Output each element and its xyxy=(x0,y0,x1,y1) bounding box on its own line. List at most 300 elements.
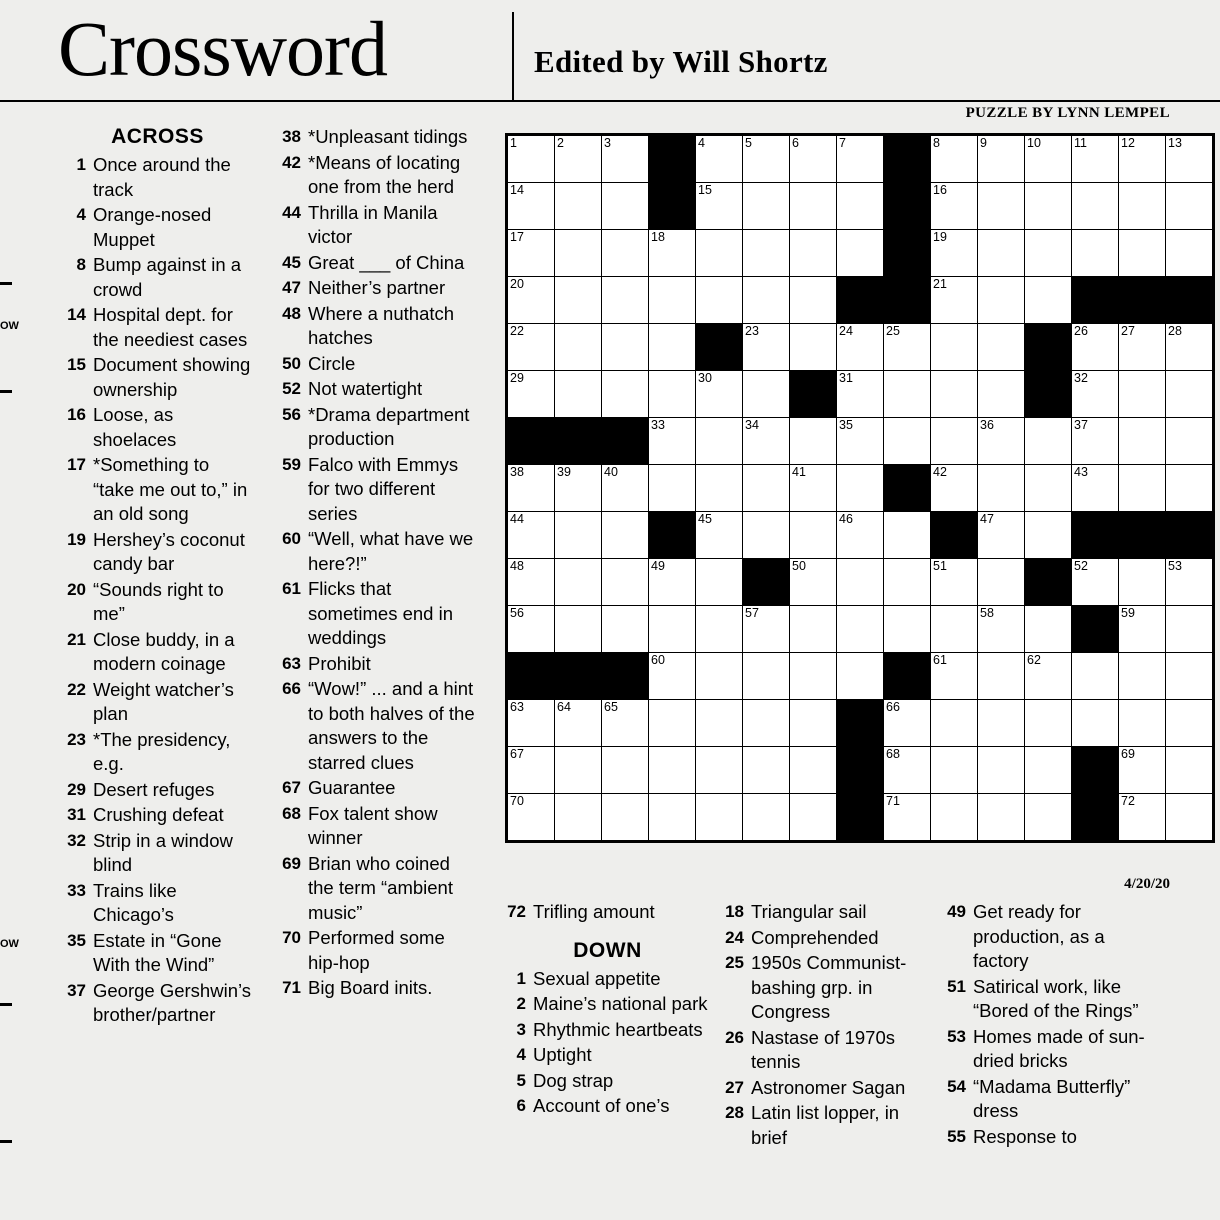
grid-cell[interactable] xyxy=(1119,465,1166,512)
grid-cell[interactable] xyxy=(649,747,696,794)
grid-cell[interactable] xyxy=(790,653,837,700)
clue-item[interactable] xyxy=(275,677,480,775)
clue-item[interactable] xyxy=(60,778,255,803)
grid-cell[interactable] xyxy=(1025,512,1072,559)
grid-cell[interactable] xyxy=(1072,418,1119,465)
clue-item[interactable] xyxy=(275,352,480,377)
grid-cell[interactable] xyxy=(508,794,555,841)
grid-cell[interactable] xyxy=(555,371,602,418)
grid-cell[interactable] xyxy=(743,794,790,841)
grid-cell[interactable] xyxy=(837,230,884,277)
grid-cell[interactable] xyxy=(696,512,743,559)
grid-cell[interactable] xyxy=(1166,794,1213,841)
grid-cell-number: 29 xyxy=(510,371,524,385)
grid-cell[interactable] xyxy=(837,465,884,512)
grid-cell[interactable] xyxy=(1025,418,1072,465)
grid-cell[interactable] xyxy=(508,512,555,559)
grid-cell[interactable] xyxy=(837,606,884,653)
grid-cell[interactable] xyxy=(884,747,931,794)
clue-item[interactable] xyxy=(275,577,480,651)
clue-text: Falco with Emmys for two different series xyxy=(308,453,459,524)
grid-cell[interactable] xyxy=(931,653,978,700)
clue-item[interactable] xyxy=(940,975,1155,1024)
clue-item[interactable] xyxy=(275,276,480,301)
grid-cell[interactable] xyxy=(790,230,837,277)
clue-item[interactable] xyxy=(940,900,1155,974)
grid-cell[interactable] xyxy=(978,324,1025,371)
grid-cell[interactable] xyxy=(978,277,1025,324)
clue-text: Neither’s partner xyxy=(308,277,446,298)
clue-number: 63 xyxy=(282,653,301,673)
grid-cell[interactable] xyxy=(931,465,978,512)
grid-cell[interactable] xyxy=(649,559,696,606)
grid-cell[interactable] xyxy=(555,700,602,747)
grid-cell[interactable] xyxy=(555,747,602,794)
margin-mark-top xyxy=(0,282,12,285)
grid-cell[interactable] xyxy=(743,606,790,653)
grid-cell[interactable] xyxy=(602,230,649,277)
clue-number: 53 xyxy=(947,1026,966,1046)
grid-cell[interactable] xyxy=(555,465,602,512)
grid-cell[interactable] xyxy=(555,606,602,653)
grid-cell[interactable] xyxy=(743,324,790,371)
grid-cell[interactable] xyxy=(884,512,931,559)
clue-text: Astronomer Sagan xyxy=(751,1076,906,1098)
grid-cell[interactable] xyxy=(884,794,931,841)
clue-text: *Unpleasant tidings xyxy=(308,126,468,147)
grid-cell[interactable] xyxy=(1072,559,1119,606)
grid-cell[interactable] xyxy=(884,606,931,653)
grid-cell[interactable] xyxy=(931,183,978,230)
grid-cell[interactable] xyxy=(1119,700,1166,747)
grid-cell[interactable] xyxy=(696,418,743,465)
grid-cell-number: 30 xyxy=(698,371,712,385)
clue-item[interactable] xyxy=(275,251,480,276)
grid-cell[interactable] xyxy=(696,747,743,794)
grid-cell[interactable] xyxy=(978,512,1025,559)
clue-item[interactable] xyxy=(60,353,255,402)
grid-cell[interactable] xyxy=(1166,418,1213,465)
grid-cell[interactable] xyxy=(743,183,790,230)
clue-number: 8 xyxy=(76,255,86,274)
clue-number: 19 xyxy=(67,529,86,549)
clue-text: Weight watcher’s plan xyxy=(93,678,234,724)
grid-cell[interactable] xyxy=(743,277,790,324)
grid-cell[interactable] xyxy=(602,324,649,371)
clue-item[interactable] xyxy=(275,652,480,677)
grid-cell[interactable] xyxy=(555,559,602,606)
grid-cell[interactable] xyxy=(602,747,649,794)
grid-cell-number: 2 xyxy=(557,136,564,150)
grid-cell[interactable] xyxy=(602,136,649,183)
grid-cell[interactable] xyxy=(1166,230,1213,277)
clue-item[interactable] xyxy=(275,802,480,851)
grid-cell-block xyxy=(696,324,743,371)
clue-item[interactable] xyxy=(500,900,715,925)
puzzle-byline: PUZZLE BY LYNN LEMPEL xyxy=(965,105,1170,121)
grid-cell[interactable] xyxy=(649,230,696,277)
clue-item[interactable] xyxy=(718,1076,923,1101)
grid-cell[interactable] xyxy=(978,230,1025,277)
grid-cell[interactable] xyxy=(837,371,884,418)
grid-cell[interactable] xyxy=(1119,418,1166,465)
grid-cell[interactable] xyxy=(743,371,790,418)
clue-item[interactable] xyxy=(718,951,923,1025)
grid-cell[interactable] xyxy=(978,465,1025,512)
grid-cell[interactable] xyxy=(837,653,884,700)
clue-number: 15 xyxy=(67,355,86,374)
grid-cell-number: 68 xyxy=(886,747,900,761)
grid-cell[interactable] xyxy=(649,324,696,371)
grid-cell[interactable] xyxy=(696,606,743,653)
grid-cell[interactable] xyxy=(508,136,555,183)
across-column-1 xyxy=(60,125,255,1029)
grid-cell[interactable] xyxy=(1119,136,1166,183)
clue-item[interactable] xyxy=(940,1075,1155,1124)
grid-cell-number: 39 xyxy=(557,465,571,479)
clue-item[interactable] xyxy=(60,979,255,1028)
grid-cell[interactable] xyxy=(978,747,1025,794)
grid-cell[interactable] xyxy=(696,700,743,747)
grid-cell[interactable] xyxy=(649,465,696,512)
clue-item[interactable] xyxy=(275,302,480,351)
grid-cell[interactable] xyxy=(978,700,1025,747)
clue-item[interactable] xyxy=(500,967,715,992)
grid-cell[interactable] xyxy=(837,559,884,606)
clue-number: 28 xyxy=(725,1103,744,1122)
grid-cell[interactable] xyxy=(931,324,978,371)
grid-cell-block xyxy=(555,418,602,465)
grid-cell[interactable] xyxy=(1166,324,1213,371)
grid-cell[interactable] xyxy=(931,418,978,465)
grid-cell[interactable] xyxy=(1119,324,1166,371)
clue-item[interactable] xyxy=(60,879,255,928)
grid-cell[interactable] xyxy=(743,465,790,512)
grid-cell-block xyxy=(884,277,931,324)
masthead-divider xyxy=(512,12,514,100)
grid-cell[interactable] xyxy=(602,183,649,230)
grid-cell[interactable] xyxy=(1119,371,1166,418)
clue-item[interactable] xyxy=(500,1069,715,1094)
grid-cell[interactable] xyxy=(837,418,884,465)
clue-item[interactable] xyxy=(718,900,923,925)
grid-cell[interactable] xyxy=(1072,230,1119,277)
grid-cell[interactable] xyxy=(790,324,837,371)
grid-cell-number: 61 xyxy=(933,653,947,667)
clue-item[interactable] xyxy=(60,403,255,452)
grid-cell[interactable] xyxy=(696,277,743,324)
clue-item[interactable] xyxy=(275,976,480,1001)
clue-item[interactable] xyxy=(718,1101,923,1150)
clue-item[interactable] xyxy=(275,852,480,926)
grid-cell[interactable] xyxy=(555,324,602,371)
clue-item[interactable] xyxy=(60,453,255,527)
grid-cell[interactable] xyxy=(790,277,837,324)
clue-item[interactable] xyxy=(718,926,923,951)
grid-cell[interactable] xyxy=(1072,183,1119,230)
grid-cell[interactable] xyxy=(884,418,931,465)
clue-item[interactable] xyxy=(60,578,255,627)
clue-number: 67 xyxy=(282,778,301,797)
grid-cell[interactable] xyxy=(555,794,602,841)
grid-cell[interactable] xyxy=(602,277,649,324)
grid-cell[interactable] xyxy=(1072,653,1119,700)
grid-cell-block xyxy=(1025,324,1072,371)
clue-number: 55 xyxy=(947,1126,966,1146)
grid-cell[interactable] xyxy=(508,465,555,512)
grid-cell[interactable] xyxy=(1072,324,1119,371)
grid-cell[interactable] xyxy=(743,136,790,183)
grid-cell[interactable] xyxy=(508,183,555,230)
grid-cell[interactable] xyxy=(696,465,743,512)
grid-cell[interactable] xyxy=(555,277,602,324)
grid-cell-block xyxy=(508,418,555,465)
grid-cell[interactable] xyxy=(1025,747,1072,794)
grid-cell-block xyxy=(649,512,696,559)
grid-cell[interactable] xyxy=(602,371,649,418)
grid-cell[interactable] xyxy=(931,747,978,794)
grid-cell[interactable] xyxy=(790,136,837,183)
clue-item[interactable] xyxy=(275,201,480,250)
grid-cell[interactable] xyxy=(837,136,884,183)
bottom-column-3 xyxy=(940,900,1155,1150)
grid-cell[interactable] xyxy=(602,606,649,653)
grid-row xyxy=(508,230,1213,277)
clue-item[interactable] xyxy=(275,151,480,200)
grid-cell[interactable] xyxy=(1166,747,1213,794)
grid-cell[interactable] xyxy=(1025,183,1072,230)
clue-item[interactable] xyxy=(60,803,255,828)
clue-item[interactable] xyxy=(60,203,255,252)
grid-cell[interactable] xyxy=(884,371,931,418)
clue-item[interactable] xyxy=(275,125,480,150)
grid-cell[interactable] xyxy=(1025,136,1072,183)
grid-cell[interactable] xyxy=(743,747,790,794)
grid-cell[interactable] xyxy=(931,277,978,324)
clue-item[interactable] xyxy=(60,929,255,978)
grid-cell[interactable] xyxy=(1166,465,1213,512)
clue-item[interactable] xyxy=(275,776,480,801)
grid-cell[interactable] xyxy=(1166,183,1213,230)
grid-cell[interactable] xyxy=(837,183,884,230)
grid-cell[interactable] xyxy=(508,324,555,371)
grid-cell[interactable] xyxy=(1025,465,1072,512)
grid-cell[interactable] xyxy=(696,371,743,418)
clue-item[interactable] xyxy=(60,153,255,202)
grid-cell[interactable] xyxy=(649,606,696,653)
grid-cell[interactable] xyxy=(743,418,790,465)
grid-cell[interactable] xyxy=(1119,794,1166,841)
clue-item[interactable] xyxy=(275,527,480,576)
grid-cell-number: 67 xyxy=(510,747,524,761)
puzzle-date: 4/20/20 xyxy=(1124,876,1170,892)
clue-text: Not watertight xyxy=(308,378,423,399)
grid-cell[interactable] xyxy=(1072,371,1119,418)
grid-cell[interactable] xyxy=(555,136,602,183)
grid-cell[interactable] xyxy=(649,794,696,841)
grid-cell[interactable] xyxy=(931,230,978,277)
grid-cell[interactable] xyxy=(649,277,696,324)
grid-cell[interactable] xyxy=(1025,794,1072,841)
grid-cell[interactable] xyxy=(837,512,884,559)
clue-item[interactable] xyxy=(60,728,255,777)
grid-cell[interactable] xyxy=(1072,465,1119,512)
grid-cell[interactable] xyxy=(978,606,1025,653)
grid-cell[interactable] xyxy=(743,700,790,747)
grid-cell[interactable] xyxy=(1166,371,1213,418)
grid-cell[interactable] xyxy=(978,183,1025,230)
clue-item[interactable] xyxy=(60,303,255,352)
grid-cell[interactable] xyxy=(790,183,837,230)
grid-row xyxy=(508,606,1213,653)
grid-cell[interactable] xyxy=(743,512,790,559)
grid-cell[interactable] xyxy=(978,653,1025,700)
grid-cell[interactable] xyxy=(884,324,931,371)
grid-cell[interactable] xyxy=(1166,606,1213,653)
clue-number: 14 xyxy=(67,305,86,324)
clue-item[interactable] xyxy=(60,829,255,878)
grid-cell[interactable] xyxy=(978,418,1025,465)
clue-item[interactable] xyxy=(500,1094,715,1119)
clue-number: 45 xyxy=(282,252,301,272)
grid-cell[interactable] xyxy=(931,559,978,606)
grid-cell[interactable] xyxy=(602,794,649,841)
grid-cell[interactable] xyxy=(602,465,649,512)
clue-text: Latin list lopper, in brief xyxy=(751,1102,900,1148)
grid-cell[interactable] xyxy=(978,794,1025,841)
clue-item[interactable] xyxy=(60,678,255,727)
crossword-grid[interactable] xyxy=(505,133,1215,848)
grid-cell[interactable] xyxy=(1166,653,1213,700)
clue-item[interactable] xyxy=(275,377,480,402)
grid-cell[interactable] xyxy=(508,606,555,653)
grid-cell[interactable] xyxy=(696,653,743,700)
grid-cell[interactable] xyxy=(1119,747,1166,794)
grid-cell[interactable] xyxy=(1166,559,1213,606)
grid-cell-number: 11 xyxy=(1074,136,1087,150)
grid-cell[interactable] xyxy=(931,794,978,841)
grid-cell[interactable] xyxy=(931,136,978,183)
clue-number: 52 xyxy=(282,379,301,398)
grid-row xyxy=(508,794,1213,841)
clue-item[interactable] xyxy=(500,1043,715,1068)
clue-item[interactable] xyxy=(500,1018,715,1043)
grid-cell[interactable] xyxy=(790,794,837,841)
grid-cell[interactable] xyxy=(1025,606,1072,653)
grid-cell[interactable] xyxy=(1119,653,1166,700)
grid-cell[interactable] xyxy=(602,700,649,747)
grid-cell[interactable] xyxy=(1166,136,1213,183)
grid-cell[interactable] xyxy=(555,230,602,277)
grid-cell[interactable] xyxy=(1166,700,1213,747)
clue-text: Close buddy, in a modern coinage xyxy=(93,628,235,674)
grid-cell[interactable] xyxy=(790,747,837,794)
grid-cell[interactable] xyxy=(790,606,837,653)
grid-cell[interactable] xyxy=(743,230,790,277)
grid-cell[interactable] xyxy=(1025,230,1072,277)
grid-cell[interactable] xyxy=(790,512,837,559)
clue-number: 29 xyxy=(67,779,86,799)
grid-cell[interactable] xyxy=(649,418,696,465)
grid-cell[interactable] xyxy=(696,183,743,230)
grid-cell-block xyxy=(884,465,931,512)
clue-item[interactable] xyxy=(275,926,480,975)
grid-cell[interactable] xyxy=(1072,700,1119,747)
grid-cell[interactable] xyxy=(978,559,1025,606)
grid-cell[interactable] xyxy=(978,136,1025,183)
grid-cell[interactable] xyxy=(508,700,555,747)
clue-item[interactable] xyxy=(718,1026,923,1075)
grid-cell[interactable] xyxy=(790,418,837,465)
grid-cell[interactable] xyxy=(1025,653,1072,700)
across-heading: ACROSS xyxy=(111,125,204,148)
grid-cell-number: 46 xyxy=(839,512,853,526)
grid-cell[interactable] xyxy=(696,794,743,841)
grid-cell[interactable] xyxy=(790,559,837,606)
grid-cell[interactable] xyxy=(696,559,743,606)
grid-cell[interactable] xyxy=(837,324,884,371)
grid-cell[interactable] xyxy=(1025,700,1072,747)
grid-cell[interactable] xyxy=(508,559,555,606)
clue-item[interactable] xyxy=(60,628,255,677)
grid-cell[interactable] xyxy=(602,512,649,559)
clue-item[interactable] xyxy=(940,1025,1155,1074)
grid-cell[interactable] xyxy=(602,559,649,606)
clue-item[interactable] xyxy=(60,253,255,302)
grid-cell[interactable] xyxy=(1119,183,1166,230)
grid-cell[interactable] xyxy=(649,371,696,418)
grid-cell[interactable] xyxy=(790,700,837,747)
grid-cell[interactable] xyxy=(508,277,555,324)
clue-item[interactable] xyxy=(60,528,255,577)
grid-cell[interactable] xyxy=(508,371,555,418)
grid-cell[interactable] xyxy=(931,700,978,747)
clue-item[interactable] xyxy=(275,403,480,452)
grid-cell[interactable] xyxy=(790,465,837,512)
grid-cell[interactable] xyxy=(696,136,743,183)
grid-cell[interactable] xyxy=(931,606,978,653)
grid-cell[interactable] xyxy=(931,371,978,418)
grid-cell[interactable] xyxy=(1119,559,1166,606)
grid-cell[interactable] xyxy=(1119,606,1166,653)
grid-cell[interactable] xyxy=(649,653,696,700)
grid-cell[interactable] xyxy=(508,747,555,794)
clue-item[interactable] xyxy=(275,453,480,527)
grid-cell[interactable] xyxy=(555,512,602,559)
grid-cell[interactable] xyxy=(884,700,931,747)
grid-cell[interactable] xyxy=(884,559,931,606)
clue-item[interactable] xyxy=(500,992,715,1017)
clue-text: Big Board inits. xyxy=(308,977,433,998)
grid-cell-number: 50 xyxy=(792,559,806,573)
grid-cell-block xyxy=(837,700,884,747)
grid-cell[interactable] xyxy=(1025,277,1072,324)
grid-cell[interactable] xyxy=(1072,136,1119,183)
grid-cell[interactable] xyxy=(978,371,1025,418)
grid-cell-number: 25 xyxy=(886,324,900,338)
grid-cell[interactable] xyxy=(555,183,602,230)
grid-cell[interactable] xyxy=(696,230,743,277)
grid-cell[interactable] xyxy=(508,230,555,277)
grid-cell[interactable] xyxy=(1119,230,1166,277)
clue-item[interactable] xyxy=(940,1125,1155,1150)
grid-cell[interactable] xyxy=(649,700,696,747)
grid-cell[interactable] xyxy=(743,653,790,700)
page-title: Crossword xyxy=(58,5,388,92)
clue-number: 5 xyxy=(516,1070,526,1090)
grid-row xyxy=(508,747,1213,794)
grid-cell-number: 57 xyxy=(745,606,759,620)
